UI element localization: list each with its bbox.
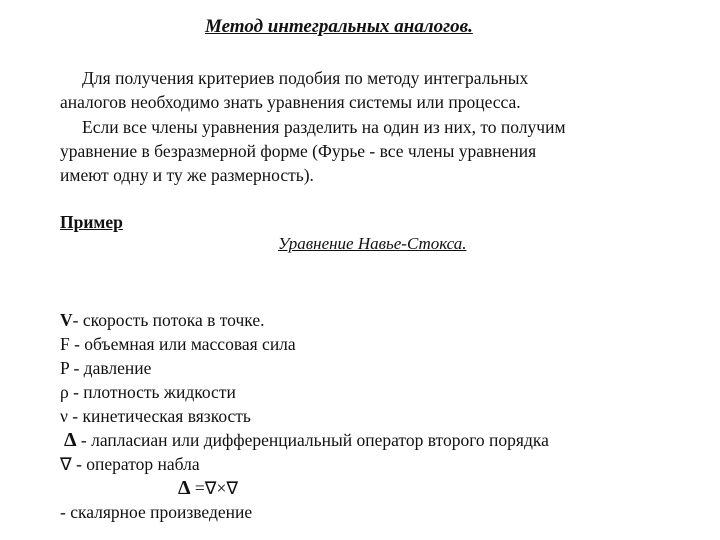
- definition-text: - лапласиан или дифференциальный оператор второго порядка: [76, 430, 549, 450]
- example-label: Пример: [60, 212, 123, 232]
- definition-text: - объемная или массовая сила: [69, 334, 296, 354]
- definition-text: - кинетическая вязкость: [67, 406, 251, 426]
- definition-item: [60, 356, 549, 380]
- definition-item: [60, 380, 549, 404]
- equation-subtitle: Уравнение Навье-Стокса.: [278, 234, 467, 253]
- laplacian-symbol: Δ: [64, 429, 77, 451]
- paragraph-line: имеют одну и ту же размерность).: [60, 165, 314, 185]
- page-title: Метод интегральных аналогов.: [205, 16, 473, 37]
- paragraph-line: уравнение в безразмерной форме (Фурье - все члены уравнения: [60, 141, 537, 161]
- symbol: ρ: [60, 382, 69, 402]
- definition-text: - давление: [69, 358, 152, 378]
- symbol: ν: [60, 406, 68, 426]
- definition-item: [60, 428, 549, 452]
- definition-item: [60, 404, 549, 428]
- paragraph-line: Если все члены уравнения разделить на один из них, то получим: [82, 117, 566, 137]
- symbol: P: [60, 358, 70, 378]
- definition-text: - плотность жидкости: [68, 382, 236, 402]
- definition-text: - скорость потока в точке.: [72, 310, 265, 330]
- formula: [60, 476, 549, 500]
- definition-text: - оператор набла: [71, 454, 200, 474]
- definition-item: [60, 452, 549, 476]
- footer-text: - скалярное произведение: [60, 502, 253, 522]
- symbol: V: [60, 310, 73, 330]
- formula-rhs: =∇×∇: [190, 478, 239, 498]
- definition-item: [60, 308, 549, 332]
- symbol: F: [60, 334, 70, 354]
- definitions-list: [60, 308, 549, 524]
- nabla-symbol: ∇: [60, 454, 72, 474]
- definition-item: [60, 332, 549, 356]
- laplacian-symbol: Δ: [178, 477, 191, 499]
- paragraph-line: Для получения критериев подобия по методу интегральных: [82, 68, 529, 88]
- paragraph-line: аналогов необходимо знать уравнения системы или процесса.: [60, 92, 521, 112]
